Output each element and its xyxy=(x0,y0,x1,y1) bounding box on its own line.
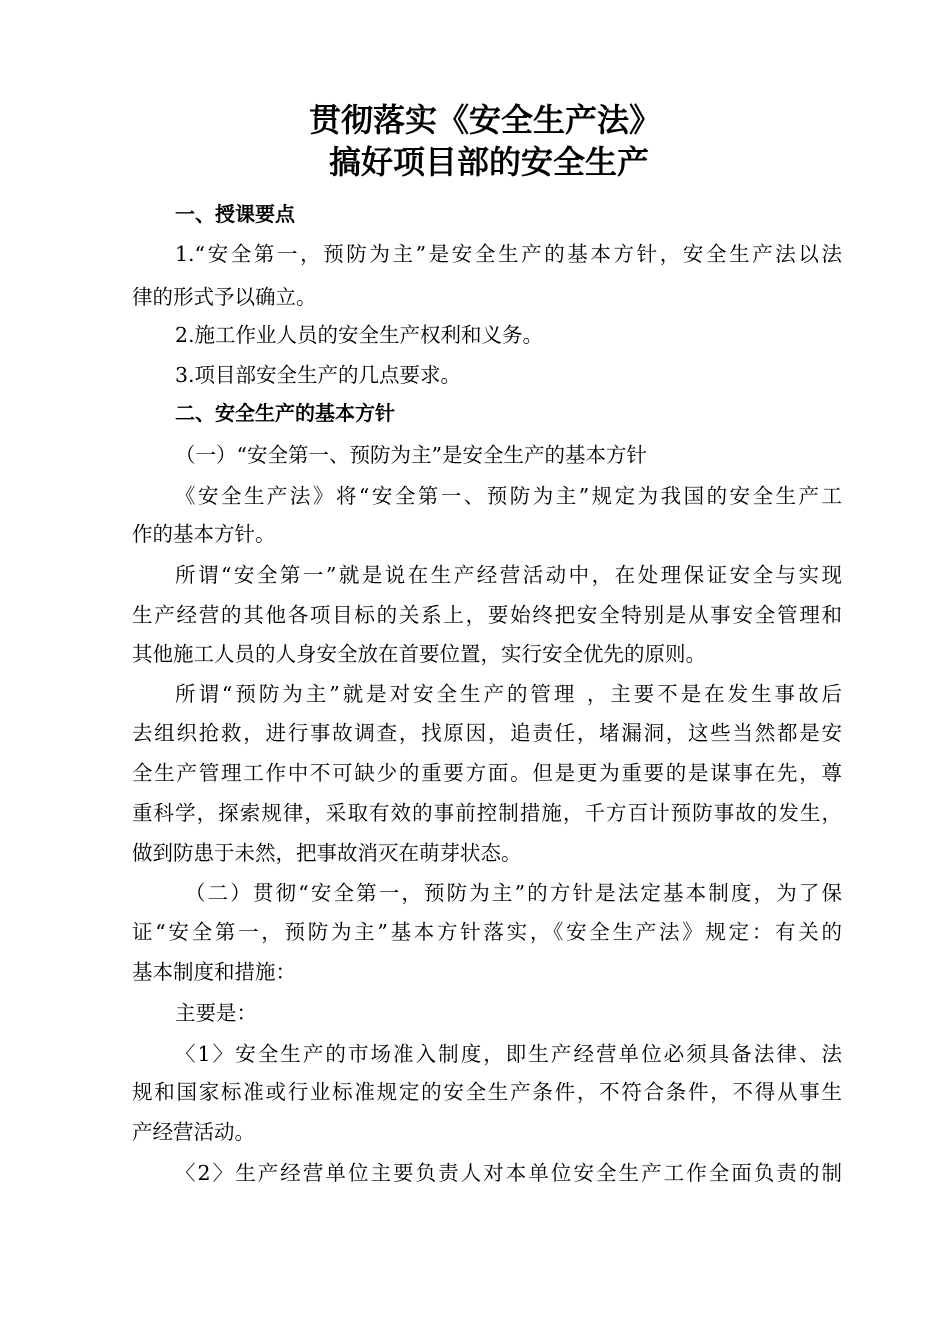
document-title-line-1: 贯彻落实《安全生产法》 xyxy=(308,101,661,139)
paragraph-line: 所谓“预防为主”就是对安全生产的管理 ，主要不是在发生事故后 xyxy=(175,682,842,706)
paragraph-line: 律的形式予以确立。 xyxy=(132,285,317,309)
paragraph-line: 《安全生产法》将“安全第一、预防为主”规定为我国的安全生产工 xyxy=(175,484,842,508)
subsection-heading: （二）贯彻“安全第一，预防为主”的方针是法定基本制度，为了保 xyxy=(185,881,842,905)
paragraph-line: 1.“安全第一，预防为主”是安全生产的基本方针，安全生产法以法 xyxy=(175,242,842,266)
paragraph-line: 基本制度和措施： xyxy=(132,960,296,984)
list-item-line: 〈2〉生产经营单位主要负责人对本单位安全生产工作全面负责的制 xyxy=(175,1161,842,1185)
subsection-heading: （一）“安全第一、预防为主”是安全生产的基本方针 xyxy=(175,443,647,467)
paragraph-line: 主要是： xyxy=(175,1001,257,1025)
paragraph-line: 证“安全第一，预防为主”基本方针落实，《安全生产法》规定：有关的 xyxy=(132,920,842,944)
list-item-line: 〈1〉安全生产的市场准入制度，即生产经营单位必须具备法律、法 xyxy=(175,1042,842,1066)
paragraph-line: 所谓“安全第一”就是说在生产经营活动中，在处理保证安全与实现 xyxy=(175,563,842,587)
paragraph-line: 重科学，探索规律，采取有效的事前控制措施，千方百计预防事故的发生， xyxy=(132,801,842,825)
paragraph-line: 2.施工作业人员的安全生产权利和义务。 xyxy=(175,323,544,347)
paragraph-line: 其他施工人员的人身安全放在首要位置，实行安全优先的原则。 xyxy=(132,642,706,666)
paragraph-line: 生产经营的其他各项目标的关系上，要始终把安全特别是从事安全管理和 xyxy=(132,603,842,627)
paragraph-line: 3.项目部安全生产的几点要求。 xyxy=(175,363,462,387)
list-item-line: 产经营活动。 xyxy=(132,1120,255,1144)
document-title-line-2: 搞好项目部的安全生产 xyxy=(328,143,649,181)
paragraph-line: 全生产管理工作中不可缺少的重要方面。但是更为重要的是谋事在先，尊 xyxy=(132,761,842,785)
section-heading-1: 一、授课要点 xyxy=(175,202,295,226)
paragraph-line: 作的基本方针。 xyxy=(132,522,276,546)
paragraph-line: 做到防患于未然，把事故消灭在萌芽状态。 xyxy=(132,841,522,865)
section-heading-2: 二、安全生产的基本方针 xyxy=(175,401,395,425)
list-item-line: 规和国家标准或行业标准规定的安全生产条件，不符合条件，不得从事生 xyxy=(132,1080,842,1104)
paragraph-line: 去组织抢救，进行事故调查，找原因，追责任，堵漏洞，这些当然都是安 xyxy=(132,721,842,745)
